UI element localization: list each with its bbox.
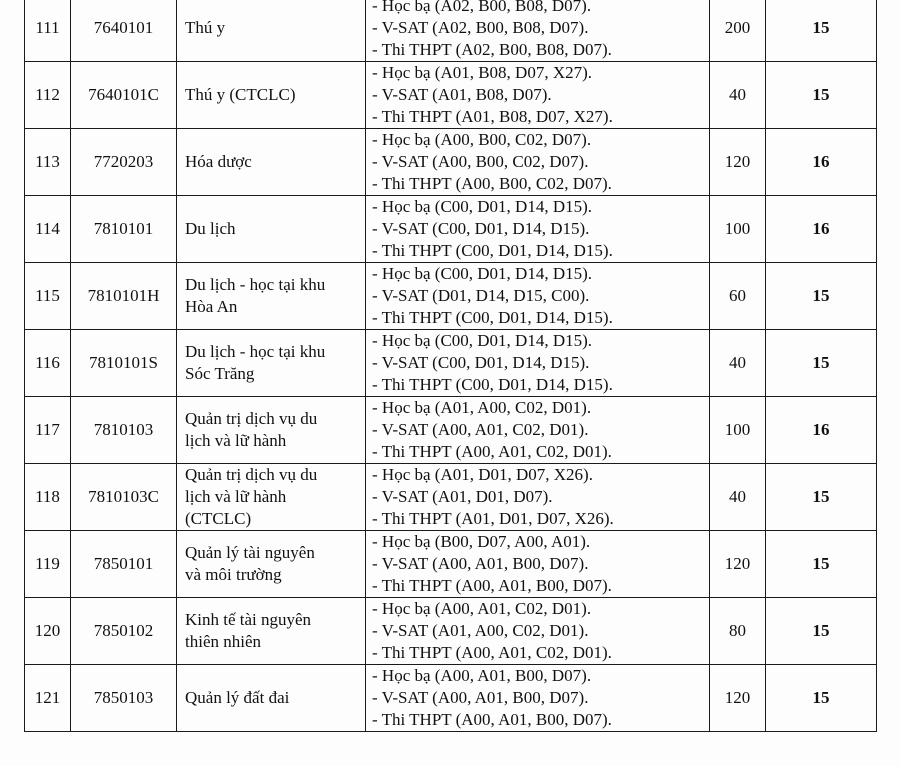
method-line: - Thi THPT (C00, D01, D14, D15). bbox=[372, 241, 613, 260]
method-line: - V-SAT (A00, A01, C02, D01). bbox=[372, 420, 589, 439]
major-code: 7810101H bbox=[71, 263, 177, 330]
admission-methods bbox=[366, 196, 710, 263]
major-code: 7850102 bbox=[71, 598, 177, 665]
major-name-text: Quản lý đất đai bbox=[185, 688, 290, 707]
method-line: - Thi THPT (A02, B00, B08, D07). bbox=[372, 40, 612, 59]
method-line: - V-SAT (D01, D14, D15, C00). bbox=[372, 286, 590, 305]
quota: 100 bbox=[710, 196, 766, 263]
quota: 60 bbox=[710, 263, 766, 330]
method-line: - Thi THPT (A00, A01, C02, D01). bbox=[372, 442, 612, 461]
method-line: - V-SAT (A00, B00, C02, D07). bbox=[372, 152, 589, 171]
major-code: 7640101 bbox=[71, 0, 177, 62]
method-line: - Học bạ (A00, B00, C02, D07). bbox=[372, 130, 592, 149]
table-row bbox=[25, 397, 877, 464]
method-line: - Học bạ (A00, A01, B00, D07). bbox=[372, 666, 592, 685]
table-row bbox=[25, 598, 877, 665]
table-row bbox=[25, 330, 877, 397]
table-body bbox=[25, 0, 877, 732]
major-name bbox=[177, 464, 366, 531]
admission-methods bbox=[366, 464, 710, 531]
quota: 120 bbox=[710, 531, 766, 598]
row-number: 111 bbox=[25, 0, 71, 62]
major-name-text: Quản trị dịch vụ du lịch và lữ hành bbox=[185, 409, 318, 450]
minimum-score: 15 bbox=[766, 62, 877, 129]
admission-methods bbox=[366, 397, 710, 464]
table-row bbox=[25, 531, 877, 598]
major-name-text: Thú y bbox=[185, 18, 226, 37]
major-name bbox=[177, 397, 366, 464]
minimum-score: 16 bbox=[766, 129, 877, 196]
method-line: - Thi THPT (A00, A01, C02, D01). bbox=[372, 643, 612, 662]
method-line: - V-SAT (A01, B08, D07). bbox=[372, 85, 552, 104]
method-line: - Học bạ (B00, D07, A00, A01). bbox=[372, 532, 591, 551]
major-name bbox=[177, 330, 366, 397]
table-row bbox=[25, 129, 877, 196]
major-code: 7810101S bbox=[71, 330, 177, 397]
row-number: 116 bbox=[25, 330, 71, 397]
admission-methods bbox=[366, 263, 710, 330]
row-number: 119 bbox=[25, 531, 71, 598]
admission-methods bbox=[366, 0, 710, 62]
major-code: 7810101 bbox=[71, 196, 177, 263]
admission-methods bbox=[366, 62, 710, 129]
table-row bbox=[25, 196, 877, 263]
method-line: - Học bạ (A02, B00, B08, D07). bbox=[372, 0, 592, 15]
admission-methods bbox=[366, 129, 710, 196]
row-number: 115 bbox=[25, 263, 71, 330]
row-number: 113 bbox=[25, 129, 71, 196]
major-name bbox=[177, 62, 366, 129]
method-line: - V-SAT (A01, D01, D07). bbox=[372, 487, 553, 506]
minimum-score: 16 bbox=[766, 397, 877, 464]
major-name bbox=[177, 196, 366, 263]
quota: 120 bbox=[710, 665, 766, 732]
table-row bbox=[25, 464, 877, 531]
quota: 100 bbox=[710, 397, 766, 464]
quota: 40 bbox=[710, 330, 766, 397]
major-name-text: Du lịch bbox=[185, 219, 236, 238]
method-line: - V-SAT (A00, A01, B00, D07). bbox=[372, 688, 589, 707]
major-name-text: Du lịch - học tại khu Sóc Trăng bbox=[185, 342, 326, 383]
method-line: - V-SAT (C00, D01, D14, D15). bbox=[372, 353, 590, 372]
major-code: 7810103 bbox=[71, 397, 177, 464]
method-line: - Thi THPT (A00, B00, C02, D07). bbox=[372, 174, 612, 193]
admission-methods bbox=[366, 531, 710, 598]
major-name bbox=[177, 263, 366, 330]
method-line: - Học bạ (C00, D01, D14, D15). bbox=[372, 197, 593, 216]
major-name bbox=[177, 0, 366, 62]
minimum-score: 15 bbox=[766, 464, 877, 531]
table-row bbox=[25, 263, 877, 330]
admission-methods bbox=[366, 598, 710, 665]
minimum-score: 15 bbox=[766, 665, 877, 732]
table-row bbox=[25, 665, 877, 732]
major-code: 7640101C bbox=[71, 62, 177, 129]
major-name-text: Du lịch - học tại khu Hòa An bbox=[185, 275, 326, 316]
method-line: - V-SAT (A00, A01, B00, D07). bbox=[372, 554, 589, 573]
minimum-score: 15 bbox=[766, 263, 877, 330]
major-name bbox=[177, 665, 366, 732]
method-line: - Thi THPT (A01, B08, D07, X27). bbox=[372, 107, 613, 126]
admission-methods bbox=[366, 330, 710, 397]
major-name-text: Thú y (CTCLC) bbox=[185, 85, 296, 104]
table-row bbox=[25, 62, 877, 129]
method-line: - Học bạ (A00, A01, C02, D01). bbox=[372, 599, 592, 618]
method-line: - V-SAT (C00, D01, D14, D15). bbox=[372, 219, 590, 238]
quota: 40 bbox=[710, 464, 766, 531]
major-code: 7720203 bbox=[71, 129, 177, 196]
major-name bbox=[177, 531, 366, 598]
method-line: - Thi THPT (C00, D01, D14, D15). bbox=[372, 375, 613, 394]
method-line: - Học bạ (A01, A00, C02, D01). bbox=[372, 398, 592, 417]
major-code: 7810103C bbox=[71, 464, 177, 531]
admissions-table bbox=[24, 0, 877, 732]
major-name bbox=[177, 129, 366, 196]
method-line: - Thi THPT (A00, A01, B00, D07). bbox=[372, 576, 612, 595]
method-line: - V-SAT (A02, B00, B08, D07). bbox=[372, 18, 589, 37]
minimum-score: 15 bbox=[766, 0, 877, 62]
method-line: - Học bạ (A01, B08, D07, X27). bbox=[372, 63, 593, 82]
major-name-text: Quản lý tài nguyên và môi trường bbox=[185, 543, 315, 584]
quota: 200 bbox=[710, 0, 766, 62]
quota: 40 bbox=[710, 62, 766, 129]
admission-methods bbox=[366, 665, 710, 732]
major-code: 7850101 bbox=[71, 531, 177, 598]
row-number: 112 bbox=[25, 62, 71, 129]
major-code: 7850103 bbox=[71, 665, 177, 732]
method-line: - Thi THPT (C00, D01, D14, D15). bbox=[372, 308, 613, 327]
major-name bbox=[177, 598, 366, 665]
method-line: - V-SAT (A01, A00, C02, D01). bbox=[372, 621, 589, 640]
minimum-score: 15 bbox=[766, 531, 877, 598]
major-name-text: Hóa dược bbox=[185, 152, 252, 171]
method-line: - Học bạ (C00, D01, D14, D15). bbox=[372, 331, 593, 350]
minimum-score: 15 bbox=[766, 598, 877, 665]
row-number: 121 bbox=[25, 665, 71, 732]
major-name-text: Kinh tế tài nguyên thiên nhiên bbox=[185, 610, 312, 651]
row-number: 118 bbox=[25, 464, 71, 531]
method-line: - Thi THPT (A00, A01, B00, D07). bbox=[372, 710, 612, 729]
quota: 80 bbox=[710, 598, 766, 665]
row-number: 120 bbox=[25, 598, 71, 665]
row-number: 114 bbox=[25, 196, 71, 263]
major-name-text: Quản trị dịch vụ du lịch và lữ hành (CTCLC) bbox=[185, 465, 318, 528]
minimum-score: 15 bbox=[766, 330, 877, 397]
method-line: - Học bạ (C00, D01, D14, D15). bbox=[372, 264, 593, 283]
minimum-score: 16 bbox=[766, 196, 877, 263]
quota: 120 bbox=[710, 129, 766, 196]
method-line: - Học bạ (A01, D01, D07, X26). bbox=[372, 465, 593, 484]
method-line: - Thi THPT (A01, D01, D07, X26). bbox=[372, 509, 614, 528]
row-number: 117 bbox=[25, 397, 71, 464]
table-row bbox=[25, 0, 877, 62]
